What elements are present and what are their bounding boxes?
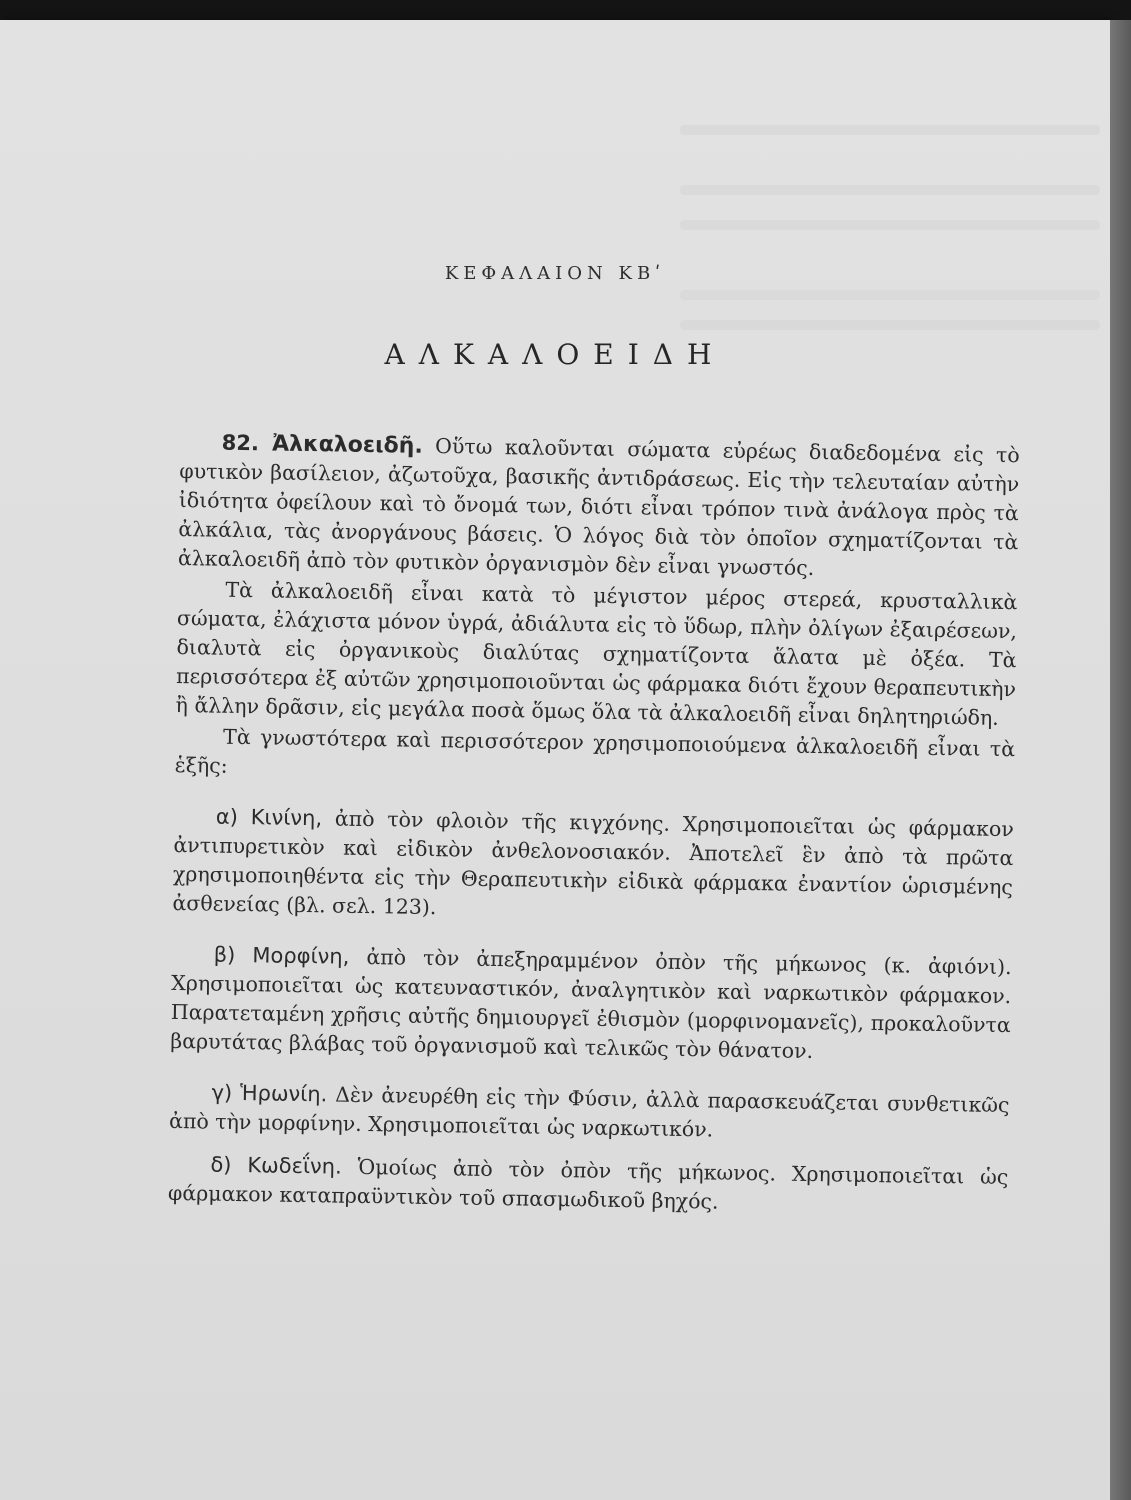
item-text: ἀπὸ τὸν φλοιὸν τῆς κιγχόνης. Χρησιμοποιεῖται ὡς φάρμακον ἀντιπυρετικὸν καὶ εἰδικὸν ἀνθελονοσιακόν. Ἀποτελεῖ ἓν ἀπὸ τὰ πρῶτα χρησιμοποιηθέντα εἰς τὴν Θεραπευτικὴν εἰδικὰ φάρμακα ἐναντίον ὡρισμένης ἀσθενείας (βλ. σελ. 123). xyxy=(172,806,1014,920)
list-item-codeine xyxy=(168,1150,1009,1221)
item-marker: γ) xyxy=(211,1080,233,1105)
item-marker: δ) xyxy=(210,1152,232,1177)
book-page xyxy=(0,20,1110,1500)
chapter-label: ΚΕΦΑΛΑΙΟΝ ΚΒʹ xyxy=(444,263,666,284)
show-through-line xyxy=(680,320,1100,330)
section-number: 82. xyxy=(221,430,273,456)
scan-top-edge xyxy=(0,0,1131,20)
item-text: Δὲν ἀνευρέθη εἰς τὴν Φύσιν, ἀλλὰ παρασκευάζεται συνθετικῶς ἀπὸ τὴν μορφίνην. Χρησιμοποιεῖται ὡς ναρκωτικόν. xyxy=(168,1082,1010,1142)
body-text xyxy=(168,428,1020,1221)
item-marker: α) xyxy=(215,804,239,829)
paragraph: Τὰ ἀλκαλοειδῆ εἶναι κατὰ τὸ μέγιστον μέρος στερεά, κρυσταλλικὰ σώματα, ἐλάχιστα μόνον ὑγρά, ἀδιάλυτα εἰς τὸ ὕδωρ, πλὴν ὀλίγων ἐξαιρέσεων, διαλυτὰ εἰς ὀργανικοὺς διαλύτας σχηματίζοντα ἅλατα μὲ ὀξέα. Τὰ περισσότερα ἐξ αὐτῶν χρησιμοποιοῦνται ὡς φάρμακα διότι ἔχουν θεραπευτικὴν ἢ ἄλλην δρᾶσιν, εἰς μεγάλα ποσὰ ὅμως ὅλα τὰ ἀλκαλοειδῆ εἶναι δηλητηριώδη. xyxy=(175,577,1018,730)
show-through-line xyxy=(680,185,1100,195)
show-through-line xyxy=(680,290,1100,300)
item-text: Ὁμοίως ἀπὸ τὸν ὀπὸν τῆς μήκωνος. Χρησιμοποιεῖται ὡς φάρμακον καταπραϋντικὸν τοῦ σπασμωδικοῦ βηχός. xyxy=(167,1154,1009,1214)
item-name: Μορφίνη, xyxy=(252,943,350,969)
section-paragraph xyxy=(178,428,1020,586)
item-marker: β) xyxy=(213,942,236,967)
show-through-line xyxy=(680,125,1100,135)
page-edge-shadow xyxy=(1110,20,1131,1500)
section-heading: Ἀλκαλοειδῆ. xyxy=(271,431,423,459)
paragraph-text: Οὕτω καλοῦνται σώματα εὐρέως διαδεδομένα εἰς τὸ φυτικὸν βασίλειον, ἀζωτοῦχα, βασικῆς ἀντιδράσεως. Εἰς τὴν τελευταίαν αὐτὴν ἰδιότητα ὀφείλουν καὶ τὸ ὄνομά των, διότι εἶναι τρόπον τινὰ ἀνάλογα πρὸς τὰ ἀλκάλια, τὰς ἀνοργάνους βάσεις. Ὁ λόγος διὰ τὸν ὁποῖον σχηματίζονται τὰ ἀλκαλοειδῆ ἀπὸ τὸν φυτικὸν ὀργανισμὸν δὲν εἶναι γνωστός. xyxy=(177,433,1020,580)
item-text: ἀπὸ τὸν ἀπεξηραμμένον ὀπὸν τῆς μήκωνος (κ. ἀφιόνι). Χρησιμοποιεῖται ὡς κατευναστικόν, ἀναλγητικὸν καὶ ναρκωτικὸν φάρμακον. Παρατεταμένη χρῆσις αὐτῆς δημιουργεῖ ἐθισμὸν (μορφινομανεῖς), προκαλοῦντα βαρυτάτας βλάβας τοῦ ὀργανισμοῦ καὶ τελικῶς τὸν θάνατον. xyxy=(170,944,1012,1064)
list-item-morphine xyxy=(170,940,1012,1069)
item-name: Ἡρωνίη. xyxy=(239,1081,328,1107)
list-item-heroin xyxy=(169,1078,1010,1149)
show-through-line xyxy=(680,220,1100,230)
list-item-quinine xyxy=(172,802,1014,931)
chapter-title: ΑΛΚΑΛΟΕΙΔΗ xyxy=(384,338,726,371)
paragraph: Τὰ γνωστότερα καὶ περισσότερον χρησιμοποιούμενα ἀλκαλοειδῆ εἶναι τὰ ἑξῆς: xyxy=(174,724,1016,778)
item-name: Κωδεΐνη. xyxy=(247,1153,342,1179)
item-name: Κινίνη, xyxy=(250,805,323,831)
